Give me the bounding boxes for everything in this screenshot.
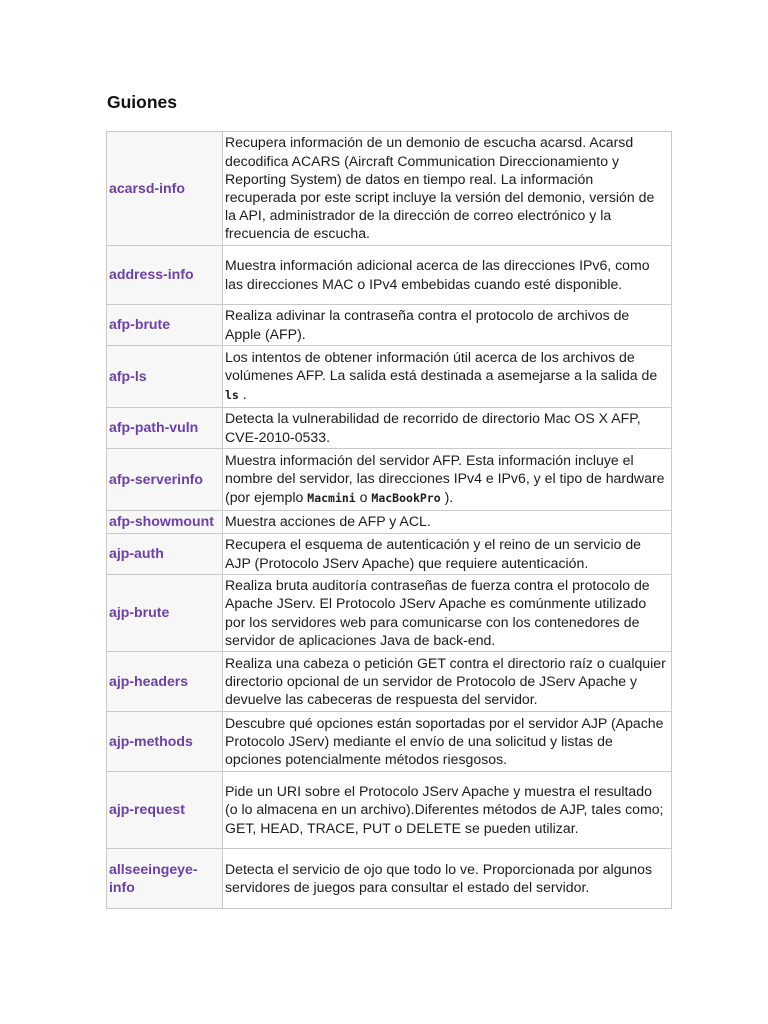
script-description: [223, 346, 672, 408]
table-row: [107, 449, 672, 511]
script-description: Descubre qué opciones están soportadas por el servidor AJP (Apache Protocolo JServ) mediante el envío de una solicitud y listas de opciones potencialmente métodos riesgosos.: [223, 712, 672, 772]
table-row: [107, 712, 672, 772]
script-name: address-info: [107, 246, 223, 305]
script-name: ajp-request: [107, 772, 223, 849]
script-name: afp-path-vuln: [107, 408, 223, 449]
script-name: acarsd-info: [107, 132, 223, 246]
inline-code: Macmini: [307, 490, 356, 505]
script-name: ajp-methods: [107, 712, 223, 772]
description-text: ).: [440, 488, 454, 505]
scripts-table: [106, 131, 672, 909]
table-row: [107, 346, 672, 408]
table-row: [107, 652, 672, 712]
script-description: Realiza bruta auditoría contraseñas de fuerza contra el protocolo de Apache JServ. El Protocolo JServ Apache es comúnmente utilizado por los servidores web para comunicarse con los contenedores de servidor de aplicaciones Java de back-end.: [223, 575, 672, 652]
table-row: [107, 305, 672, 346]
table-row: [107, 408, 672, 449]
inline-code: ls: [225, 387, 239, 402]
table-row: [107, 132, 672, 246]
inline-code: MacBookPro: [371, 490, 441, 505]
script-description: Recupera información de un demonio de escucha acarsd. Acarsd decodifica ACARS (Aircraft Communication Direccionamiento y Reporting System) de datos en tiempo real. La información recuperada por este script incluye la versión del demonio, versión de la API, administrador de la dirección de correo electrónico y la frecuencia de escucha.: [223, 132, 672, 246]
script-name: afp-brute: [107, 305, 223, 346]
script-name: ajp-auth: [107, 534, 223, 575]
script-name: ajp-headers: [107, 652, 223, 712]
script-name: afp-serverinfo: [107, 449, 223, 511]
script-name: afp-showmount: [107, 511, 223, 534]
script-description: Muestra información adicional acerca de las direcciones IPv6, como las direcciones MAC o IPv4 embebidas cuando esté disponible.: [223, 246, 672, 305]
table-row: [107, 246, 672, 305]
description-text: .: [238, 385, 247, 402]
table-row: [107, 849, 672, 909]
script-description: Realiza adivinar la contraseña contra el protocolo de archivos de Apple (AFP).: [223, 305, 672, 346]
script-description: [223, 449, 672, 511]
script-name: allseeingeye-info: [107, 849, 223, 909]
page-title: Guiones: [107, 92, 178, 112]
script-name: afp-ls: [107, 346, 223, 408]
description-text: o: [355, 488, 372, 505]
script-description: Muestra acciones de AFP y ACL.: [223, 511, 672, 534]
table-row: [107, 534, 672, 575]
description-text: Los intentos de obtener información útil acerca de los archivos de volúmenes AFP. La salida está destinada a asemejarse a la salida de: [225, 349, 658, 384]
script-description: Recupera el esquema de autenticación y el reino de un servicio de AJP (Protocolo JServ Apache) que requiere autenticación.: [223, 534, 672, 575]
table-row: [107, 511, 672, 534]
script-description: Realiza una cabeza o petición GET contra el directorio raíz o cualquier directorio opcional de un servidor de Protocolo de JServ Apache y devuelve las cabeceras de respuesta del servidor.: [223, 652, 672, 712]
script-description: Pide un URI sobre el Protocolo JServ Apache y muestra el resultado (o lo almacena en un archivo).Diferentes métodos de AJP, tales como; GET, HEAD, TRACE, PUT o DELETE se pueden utilizar.: [223, 772, 672, 849]
script-description: Detecta el servicio de ojo que todo lo ve. Proporcionada por algunos servidores de juegos para consultar el estado del servidor.: [223, 849, 672, 909]
description-text: Muestra información del servidor AFP. Esta información incluye el nombre del servidor, las direcciones IPv4 e IPv6, y el tipo de hardware (por ejemplo: [225, 452, 665, 505]
script-description: Detecta la vulnerabilidad de recorrido de directorio Mac OS X AFP, CVE-2010-0533.: [223, 408, 672, 449]
table-row: [107, 772, 672, 849]
script-name: ajp-brute: [107, 575, 223, 652]
table-row: [107, 575, 672, 652]
